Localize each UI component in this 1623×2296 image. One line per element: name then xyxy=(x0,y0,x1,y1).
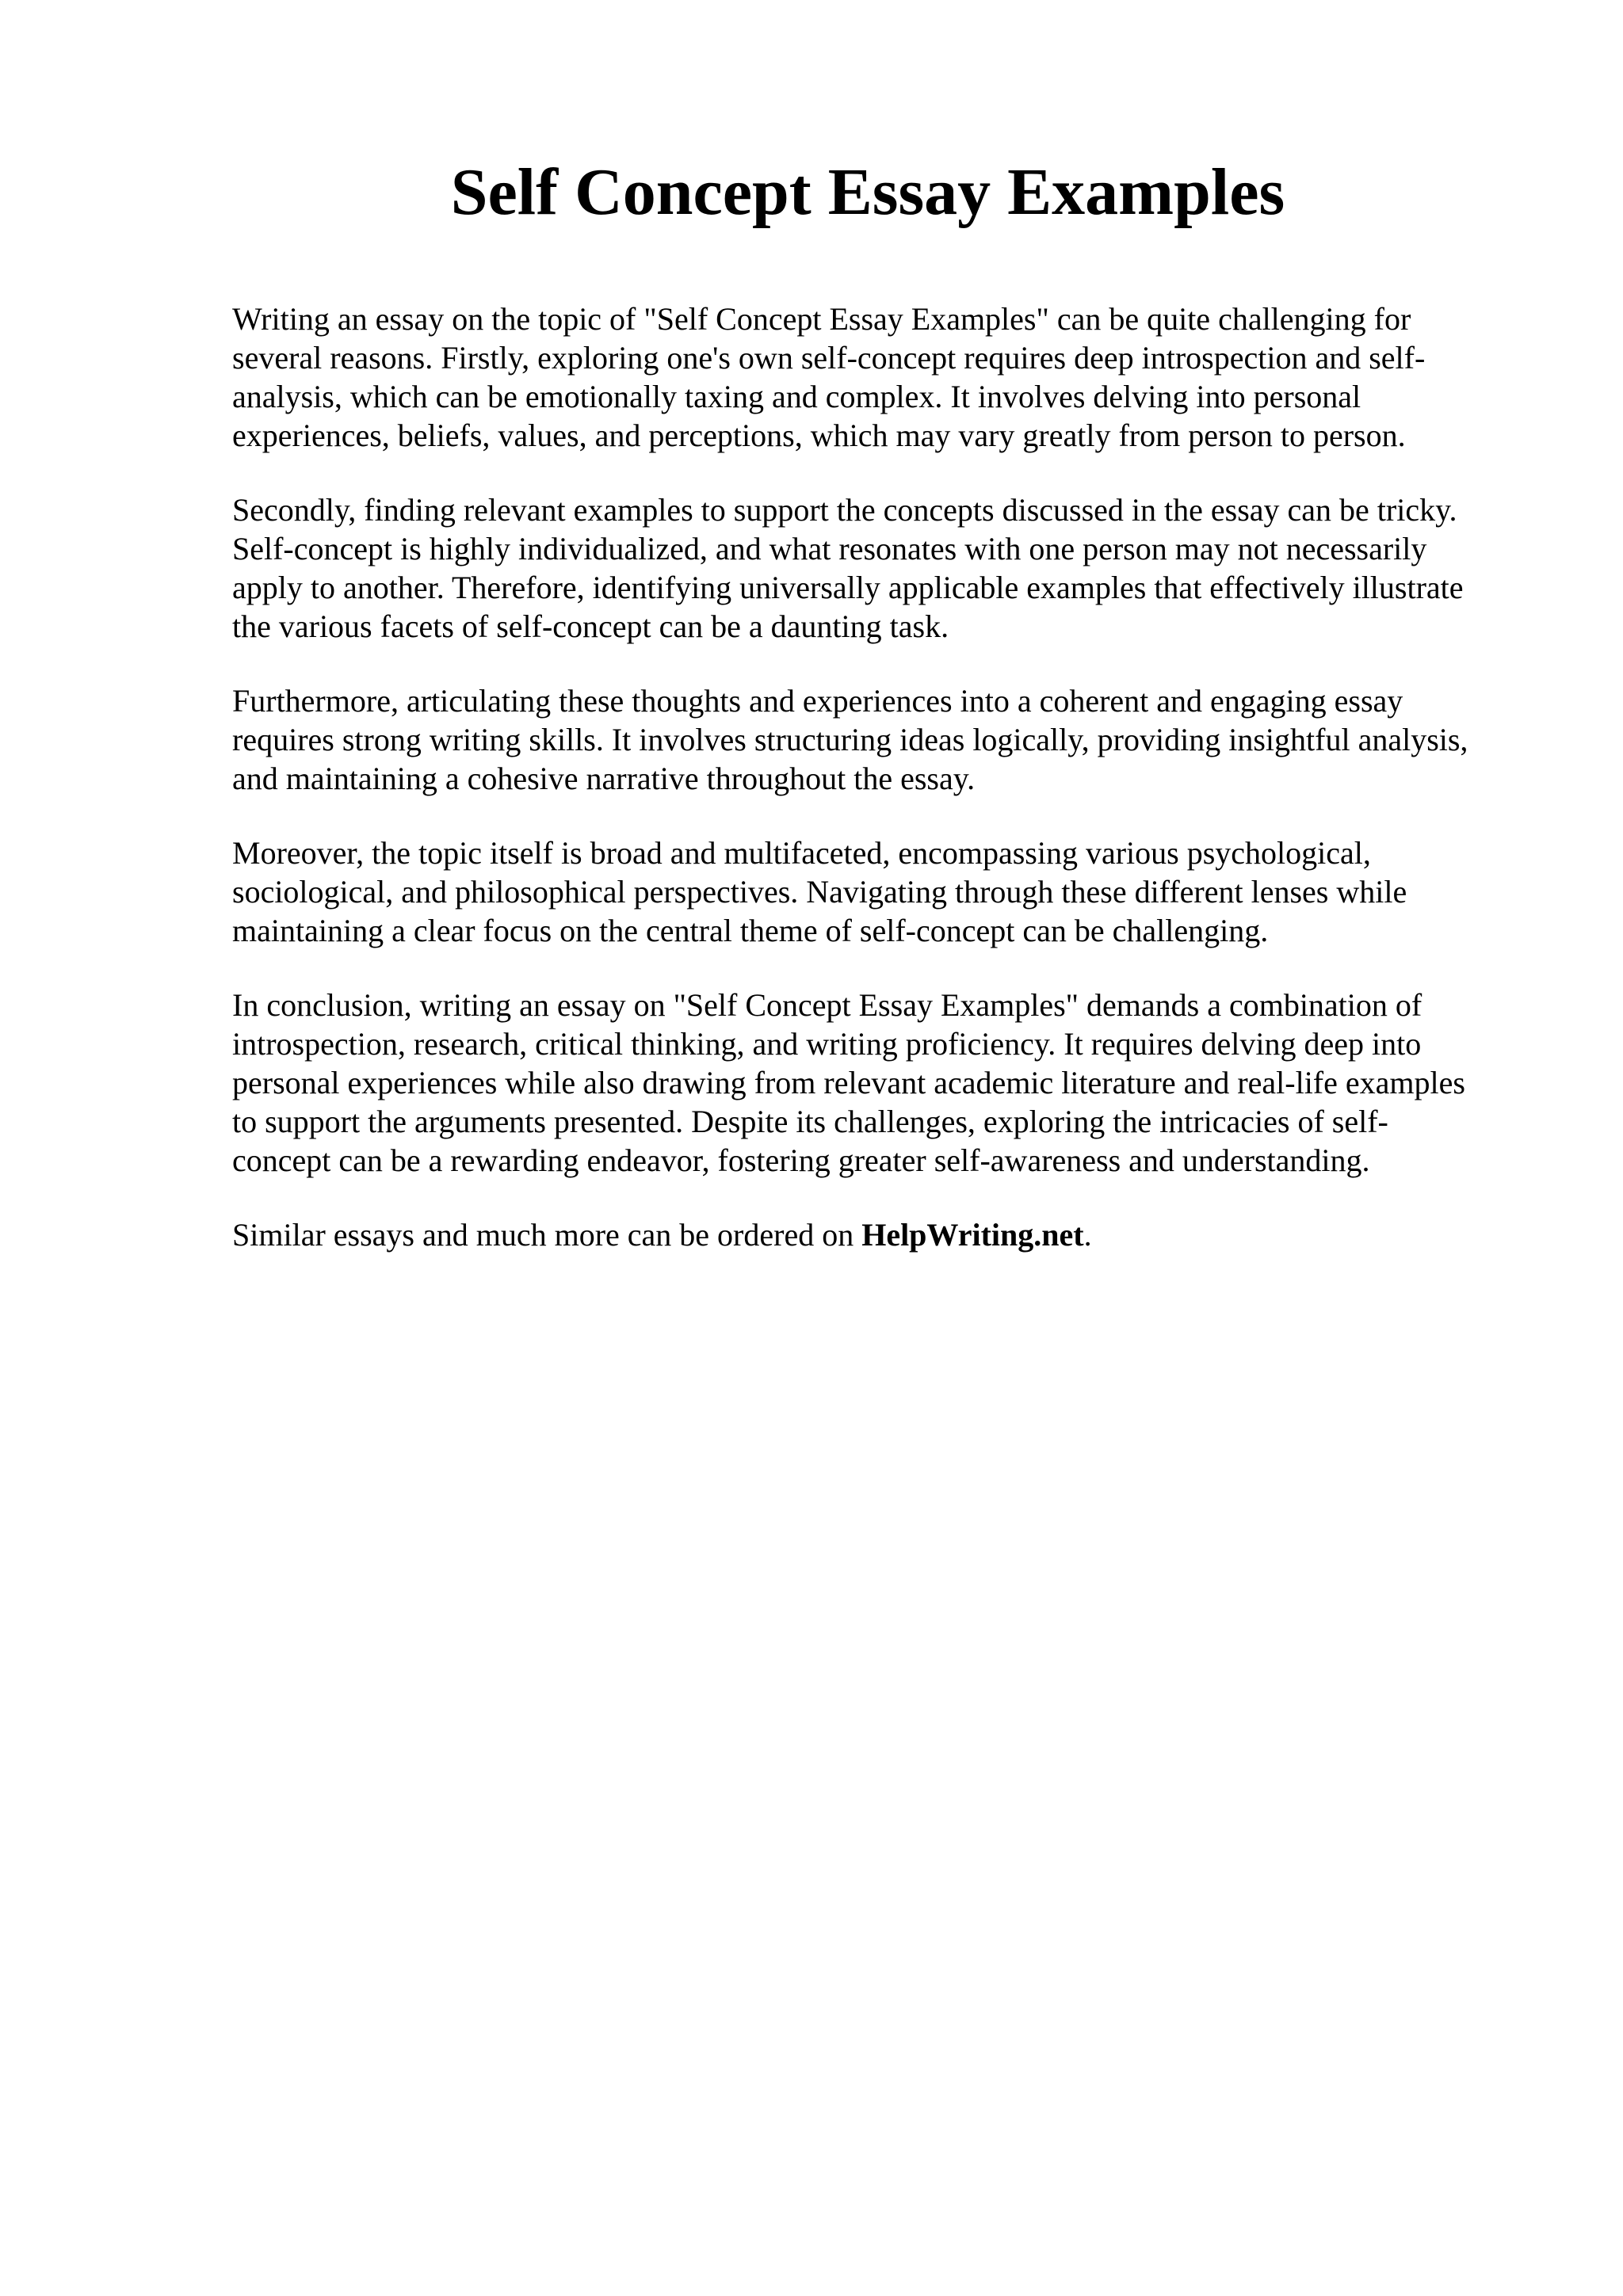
paragraph-line: analysis, which can be emotionally taxing and complex. It involves delving into personal xyxy=(232,379,1361,414)
paragraph-line: experiences, beliefs, values, and perceptions, which may vary greatly from person to person. xyxy=(232,418,1406,453)
paragraph-3 xyxy=(232,681,1532,798)
paragraph-2 xyxy=(232,490,1532,646)
paragraph-line: apply to another. Therefore, identifying universally applicable examples that effectively illustrate xyxy=(232,570,1464,605)
paragraph-line: Writing an essay on the topic of "Self Concept Essay Examples" can be quite challenging for xyxy=(232,301,1411,337)
paragraph-line: personal experiences while also drawing from relevant academic literature and real-life examples xyxy=(232,1065,1465,1100)
document-title: Self Concept Essay Examples xyxy=(450,155,1285,229)
paragraph-line: maintaining a clear focus on the central theme of self-concept can be challenging. xyxy=(232,913,1269,948)
paragraph-line: Furthermore, articulating these thoughts and experiences into a coherent and engaging essay xyxy=(232,683,1403,719)
footer-prefix: Similar essays and much more can be ordered on xyxy=(232,1217,862,1253)
paragraph-4 xyxy=(232,833,1532,950)
paragraph-line: introspection, research, critical thinking, and writing proficiency. It requires delving deep into xyxy=(232,1026,1422,1062)
paragraph-line: In conclusion, writing an essay on "Self Concept Essay Examples" demands a combination of xyxy=(232,987,1423,1023)
paragraph-line: Moreover, the topic itself is broad and multifaceted, encompassing various psychological, xyxy=(232,835,1371,871)
paragraph-line: to support the arguments presented. Despite its challenges, exploring the intricacies of self- xyxy=(232,1104,1388,1139)
paragraph-line: Self-concept is highly individualized, and what resonates with one person may not necessarily xyxy=(232,531,1427,566)
paragraph-line: requires strong writing skills. It involves structuring ideas logically, providing insightful analysis, xyxy=(232,722,1468,757)
paragraph-line: Secondly, finding relevant examples to support the concepts discussed in the essay can be tricky. xyxy=(232,492,1457,528)
brand-link[interactable]: HelpWriting.net xyxy=(861,1217,1084,1253)
paragraph-1 xyxy=(232,299,1532,455)
paragraph-5 xyxy=(232,986,1532,1180)
paragraph-line: concept can be a rewarding endeavor, fostering greater self-awareness and understanding. xyxy=(232,1142,1370,1178)
footer-note xyxy=(232,1215,1532,1254)
paragraph-line: sociological, and philosophical perspectives. Navigating through these different lenses while xyxy=(232,874,1407,910)
paragraph-line: several reasons. Firstly, exploring one's own self-concept requires deep introspection and self- xyxy=(232,340,1426,376)
paragraph-line: the various facets of self-concept can be a daunting task. xyxy=(232,608,949,644)
document-body xyxy=(232,299,1532,1290)
footer-suffix: . xyxy=(1083,1217,1092,1253)
paragraph-line: and maintaining a cohesive narrative throughout the essay. xyxy=(232,761,976,796)
